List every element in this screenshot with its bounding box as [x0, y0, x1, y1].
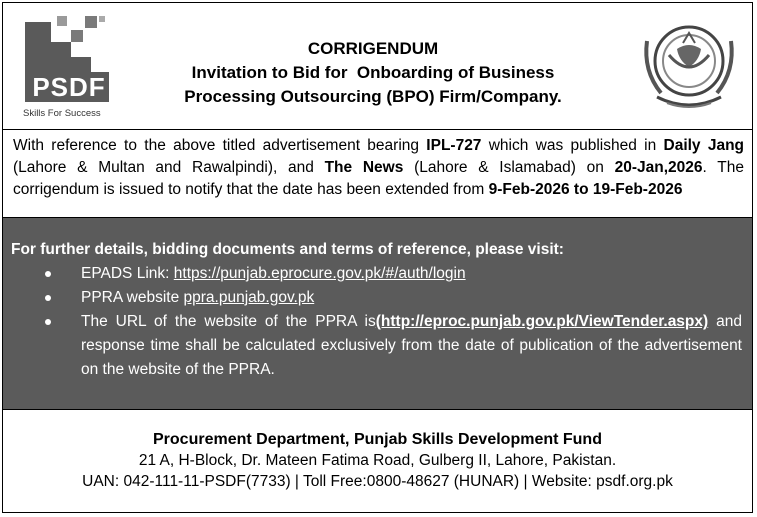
- details-heading: For further details, bidding documents and terms of reference, please visit:: [11, 241, 564, 258]
- epads-link[interactable]: https://punjab.eprocure.gov.pk/#/auth/login: [173, 265, 466, 282]
- epads-label: EPADS Link:: [81, 265, 174, 282]
- punjab-emblem: [639, 21, 739, 117]
- bullet-icon: [45, 295, 51, 301]
- corrigendum-notice: [2, 2, 753, 513]
- psdf-logo: [23, 12, 117, 124]
- newspaper-the-news: The News: [324, 159, 404, 176]
- page-title: CORRIGENDUM: [307, 39, 439, 58]
- list-item-ppra: [3, 286, 752, 310]
- subtitle-line-2: Processing Outsourcing (BPO) Firm/Company.: [184, 87, 562, 106]
- psdf-logo-text: PSDF: [32, 72, 106, 102]
- details-panel: [3, 217, 752, 410]
- psdf-tagline: Skills For Success: [23, 108, 101, 119]
- punjab-emblem-graphic: [639, 21, 739, 117]
- intro-text-2: which was published in: [481, 137, 664, 154]
- intro-text-1: With reference to the above titled advertisement bearing: [13, 137, 427, 154]
- intro-text-5: . The corrigendum is issued to notify that the date has been extended from: [13, 159, 744, 198]
- intro-text-3: (Lahore & Multan and Rawalpindi), and: [13, 159, 325, 176]
- intro-text-4: (Lahore & Islamabad) on: [403, 159, 615, 176]
- url-note-text: and response time shall be calculated exclusively from the date of publication of the advertisement on the website of the PPRA.: [81, 313, 742, 378]
- bullet-icon: [45, 271, 51, 277]
- bullet-icon: [45, 319, 51, 325]
- footer: [3, 429, 752, 492]
- contact-line: UAN: 042-111-11-PSDF(7733) | Toll Free:0800-48627 (HUNAR) | Website: psdf.org.pk: [82, 473, 673, 490]
- ppra-link[interactable]: ppra.punjab.gov.pk: [183, 289, 315, 306]
- header: [3, 3, 752, 129]
- url-intro-text: The URL of the website of the PPRA is: [81, 313, 376, 330]
- newspaper-daily-jang: Daily Jang: [663, 137, 745, 154]
- extended-dates: 9-Feb-2026 to 19-Feb-2026: [488, 181, 683, 198]
- list-item-url: [3, 310, 752, 382]
- heading-block: [123, 37, 623, 109]
- subtitle-line-1: Invitation to Bid for Onboarding of Business: [191, 63, 555, 82]
- list-item-epads: [3, 262, 752, 286]
- address: 21 A, H-Block, Dr. Mateen Fatima Road, Gulberg II, Lahore, Pakistan.: [138, 452, 617, 469]
- department-name: Procurement Department, Punjab Skills Development Fund: [153, 431, 602, 448]
- intro-paragraph: [3, 129, 752, 217]
- advert-number: IPL-727: [426, 137, 482, 154]
- ppra-label: PPRA website: [81, 289, 184, 306]
- tender-url-link[interactable]: (http://eproc.punjab.gov.pk/ViewTender.aspx): [375, 313, 709, 330]
- details-list: [3, 262, 752, 382]
- publication-date: 20-Jan,2026: [614, 159, 703, 176]
